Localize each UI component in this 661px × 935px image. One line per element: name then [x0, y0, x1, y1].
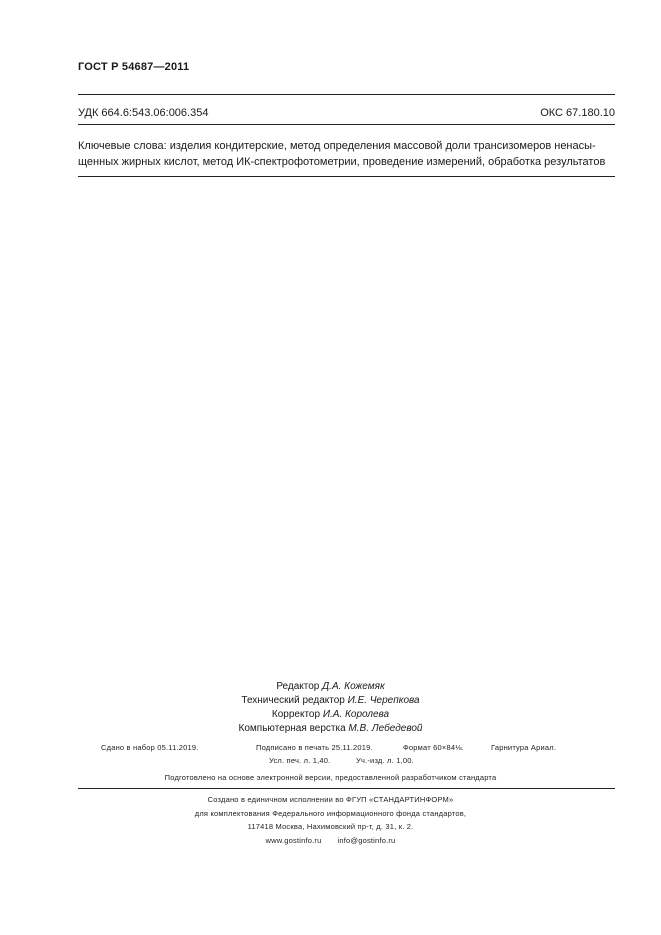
editor-credit [0, 680, 661, 694]
prepared-note: Подготовлено на основе электронной версии, предоставленной разработчиком стандарта [164, 773, 497, 782]
layout-credit [0, 722, 661, 736]
printed-sheets: Усл. печ. л. 1,40. [269, 756, 331, 765]
keywords-divider [78, 176, 615, 177]
publisher-footer [0, 793, 661, 847]
tech-editor-label: Технический редактор [241, 695, 345, 706]
editor-name: Д.А. Кожемяк [322, 681, 385, 692]
footer-line-3: 117418 Москва, Нахимовский пр-т, д. 31, к. 2. [247, 822, 414, 831]
proofreader-name: И.А. Королева [322, 709, 390, 720]
typeface: Гарнитура Ариал. [491, 743, 557, 752]
credits-block [0, 680, 661, 736]
document-code: ГОСТ Р 54687—2011 [78, 61, 190, 73]
website-link[interactable]: www.gostinfo.ru [265, 835, 322, 845]
editor-label: Редактор [276, 681, 320, 692]
oks-code: ОКС 67.180.10 [540, 107, 615, 119]
footer-line-2: для комплектования Федерального информационного фонда стандартов, [194, 808, 467, 818]
layout-name: М.В. Лебедевой [348, 723, 423, 734]
publisher-sheets: Уч.-изд. л. 1,00. [356, 756, 414, 765]
proofreader-credit [0, 708, 661, 722]
layout-label: Компьютерная верстка [238, 723, 346, 734]
top-divider [78, 94, 615, 95]
footer-contacts [0, 834, 661, 848]
keywords-block [78, 138, 615, 170]
email-link[interactable]: info@gostinfo.ru [337, 835, 396, 845]
classification-divider [78, 124, 615, 125]
proofreader-label: Корректор [271, 709, 321, 720]
signed-date: Подписано в печать 25.11.2019. [256, 743, 373, 752]
keywords-line-1: Ключевые слова: изделия кондитерские, метод определения массовой доли трансизомеров ненасы- [78, 140, 596, 152]
footer-divider [78, 788, 615, 789]
footer-line-1: Создано в единичном исполнении во ФГУП «СТАНДАРТИНФОРМ» [207, 795, 454, 804]
submitted-date: Сдано в набор 05.11.2019. [101, 743, 199, 752]
tech-editor-name: И.Е. Черепкова [347, 695, 420, 706]
udk-code: УДК 664.6:543.06:006.354 [78, 107, 209, 119]
keywords-line-2: щенных жирных кислот, метод ИК-спектрофотометрии, проведение измерений, обработка результатов [78, 156, 606, 168]
tech-editor-credit [0, 694, 661, 708]
paper-format: Формат 60×84⅛. [403, 743, 464, 752]
